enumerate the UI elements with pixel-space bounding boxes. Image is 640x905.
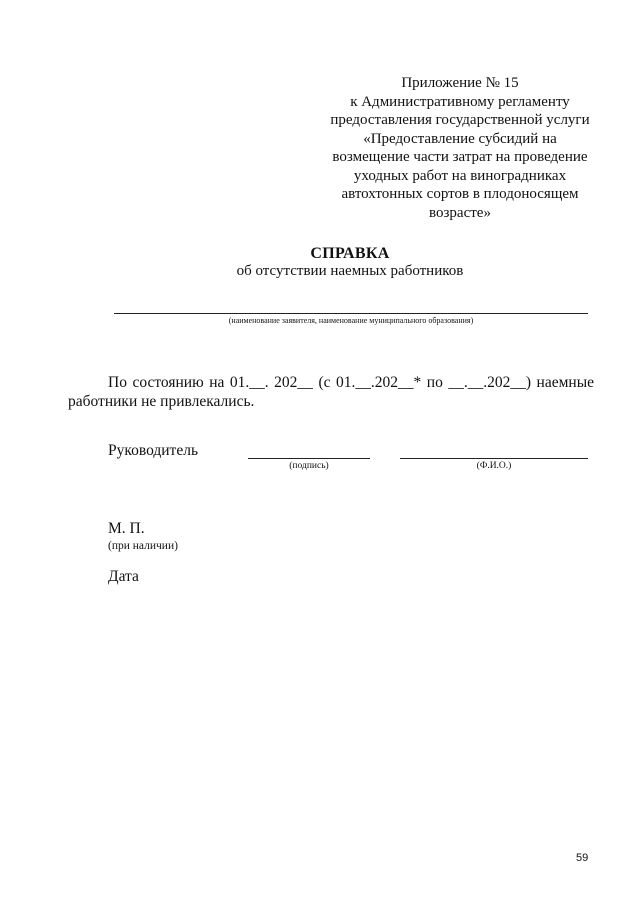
applicant-name-caption: (наименование заявителя, наименование муниципального образования) bbox=[228, 316, 474, 325]
appendix-line: к Административному регламенту bbox=[350, 93, 570, 110]
appendix-line: Приложение № 15 bbox=[401, 75, 519, 91]
appendix-line: уходных работ на виноградниках bbox=[353, 167, 567, 184]
document-subtitle: об отсутствии наемных работников bbox=[236, 263, 464, 279]
signature-line bbox=[248, 458, 370, 459]
applicant-name-line bbox=[114, 313, 588, 314]
appendix-line: предоставления государственной услуги bbox=[330, 112, 590, 128]
stamp-note: (при наличии) bbox=[108, 540, 178, 552]
date-label: Дата bbox=[108, 568, 139, 585]
appendix-line: возрасте» bbox=[429, 204, 491, 221]
body-text-line-1: По состоянию на 01.__. 202__ (с 01.__.202__* по __.__.202__) наемные bbox=[108, 374, 594, 391]
document-title: СПРАВКА bbox=[310, 245, 390, 262]
appendix-line: «Предоставление субсидий на bbox=[363, 130, 557, 147]
stamp-label: М. П. bbox=[108, 520, 145, 537]
fio-line bbox=[400, 458, 588, 459]
appendix-line: возмещение части затрат на проведение bbox=[332, 149, 588, 165]
body-text-line-2: работники не привлекались. bbox=[68, 393, 255, 410]
page-number: 59 bbox=[576, 852, 589, 864]
fio-caption: (Ф.И.О.) bbox=[476, 461, 512, 471]
signature-caption: (подпись) bbox=[289, 461, 329, 471]
appendix-header bbox=[318, 74, 602, 222]
appendix-line: автохтонных сортов в плодоносящем bbox=[341, 186, 579, 202]
manager-label: Руководитель bbox=[108, 442, 199, 459]
